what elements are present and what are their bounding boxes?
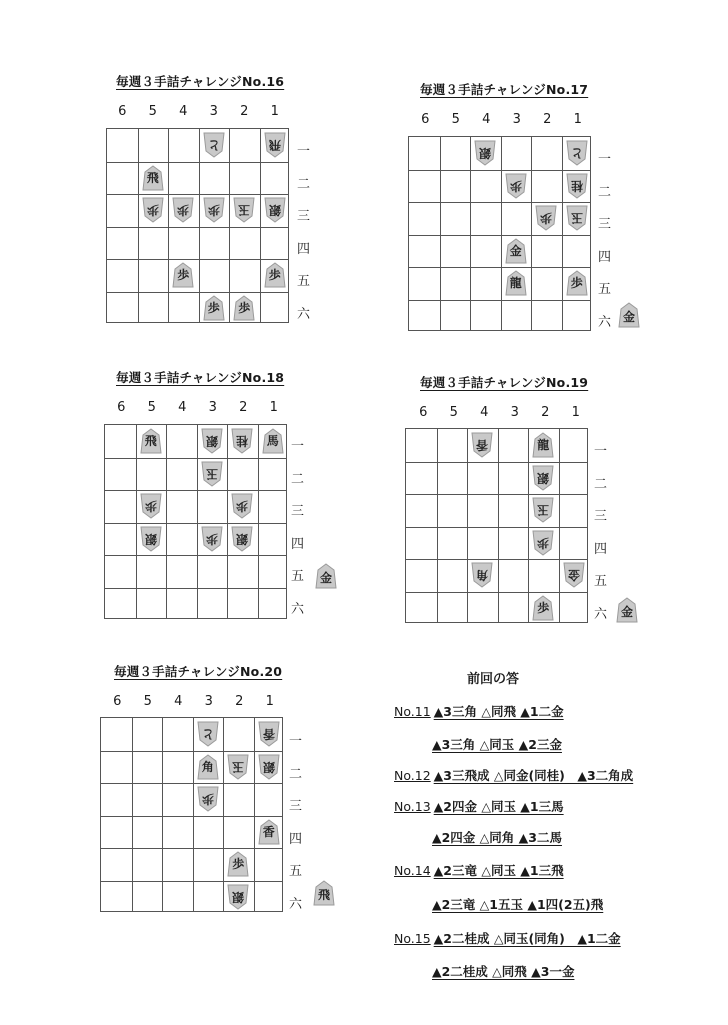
answer-line: [432, 962, 574, 980]
grid-line: [258, 425, 259, 618]
grid-line: [559, 429, 560, 622]
shogi-piece: [227, 884, 249, 910]
column-label: 6: [117, 400, 126, 415]
column-label: 6: [419, 405, 428, 420]
grid-line: [440, 137, 441, 330]
answer-number: No.13: [394, 799, 431, 814]
piece-char: 香: [262, 824, 275, 839]
shogi-piece: [227, 851, 249, 877]
shogi-piece: [227, 754, 249, 780]
piece-char: 銀: [479, 146, 492, 161]
row-label: 六: [598, 314, 612, 330]
grid-line: [105, 588, 286, 589]
piece-char: 歩: [537, 535, 550, 550]
puzzle-title: 毎週３手詰チャレンジNo.18: [116, 370, 285, 385]
shogi-board: [405, 428, 588, 623]
grid-line: [406, 527, 587, 528]
shogi-piece: [566, 140, 588, 166]
shogi-piece: [532, 432, 554, 458]
row-label: 三: [598, 217, 612, 232]
column-label: 1: [265, 694, 274, 709]
grid-line: [406, 462, 587, 463]
hand-piece: [618, 302, 640, 328]
grid-line: [409, 300, 590, 301]
column-label: 3: [204, 694, 213, 709]
piece-char: 馬: [266, 434, 279, 449]
column-label: 2: [240, 104, 249, 119]
piece-char: 歩: [268, 268, 281, 283]
answer-moves: ▲2四金 △同玉 ▲1三馬: [433, 799, 564, 814]
row-label: 四: [594, 541, 608, 557]
grid-line: [470, 137, 471, 330]
column-label: 1: [269, 400, 278, 415]
piece-char: と: [207, 138, 220, 153]
answer-line: [432, 828, 562, 846]
shogi-piece: [142, 197, 164, 223]
grid-line: [528, 429, 529, 622]
answer-moves: ▲2二桂成 △同玉(同角) ▲1二金: [433, 931, 621, 946]
shogi-piece: [532, 497, 554, 523]
column-label: 6: [113, 694, 122, 709]
shogi-piece: [505, 238, 527, 264]
grid-line: [136, 425, 137, 618]
row-label: 六: [291, 601, 305, 617]
piece-char: 龍: [537, 438, 550, 453]
piece-char: 玉: [570, 211, 583, 226]
grid-line: [409, 267, 590, 268]
hand-piece-char: 金: [622, 310, 635, 324]
row-label: 二: [289, 766, 303, 782]
piece-char: 銀: [144, 531, 157, 546]
grid-line: [162, 718, 163, 911]
hand-piece-char: 飛: [317, 888, 330, 902]
shogi-piece: [140, 428, 162, 454]
shogi-piece: [201, 526, 223, 552]
row-label: 二: [594, 476, 608, 492]
grid-line: [254, 718, 255, 911]
column-label: 3: [209, 104, 218, 119]
piece-char: 香: [476, 438, 489, 453]
shogi-piece: [231, 493, 253, 519]
row-label: 三: [297, 209, 311, 224]
shogi-piece: [532, 595, 554, 621]
grid-line: [223, 718, 224, 911]
answer-moves: ▲3三角 △同玉 ▲2三金: [432, 737, 562, 752]
piece-char: 飛: [146, 170, 159, 185]
row-label: 三: [289, 799, 303, 814]
piece-char: 飛: [268, 138, 281, 153]
answer-line: [394, 861, 564, 879]
row-label: 六: [594, 606, 608, 622]
row-label: 五: [297, 274, 311, 289]
piece-char: 銀: [262, 759, 275, 774]
answer-moves: ▲2二桂成 △同飛 ▲3一金: [432, 964, 575, 979]
answer-line: [394, 797, 564, 815]
shogi-board: [104, 424, 287, 619]
piece-char: 銀: [268, 203, 281, 218]
grid-line: [107, 259, 288, 260]
piece-char: 角: [201, 759, 214, 774]
shogi-piece: [201, 461, 223, 487]
column-label: 4: [480, 405, 489, 420]
grid-line: [437, 429, 438, 622]
shogi-piece: [264, 197, 286, 223]
piece-char: 香: [262, 727, 275, 742]
column-label: 5: [449, 405, 458, 420]
shogi-piece: [566, 205, 588, 231]
piece-char: 飛: [144, 434, 157, 449]
piece-char: 歩: [207, 203, 220, 218]
grid-line: [166, 425, 167, 618]
shogi-piece: [233, 295, 255, 321]
answer-number: No.15: [394, 931, 431, 946]
piece-char: 歩: [570, 276, 583, 291]
shogi-piece: [233, 197, 255, 223]
grid-line: [409, 170, 590, 171]
shogi-piece: [566, 270, 588, 296]
shogi-piece: [231, 428, 253, 454]
row-label: 一: [297, 144, 311, 159]
grid-line: [501, 137, 502, 330]
puzzle-title: 毎週３手詰チャレンジNo.16: [116, 74, 285, 89]
shogi-piece: [505, 270, 527, 296]
grid-line: [168, 129, 169, 322]
answer-line: [432, 735, 562, 753]
row-label: 五: [291, 569, 305, 584]
piece-char: 銀: [232, 889, 245, 904]
shogi-board: [106, 128, 289, 323]
grid-line: [193, 718, 194, 911]
piece-char: 歩: [540, 211, 553, 226]
hand-piece: [313, 880, 335, 906]
answer-line: [394, 702, 564, 720]
row-label: 五: [598, 282, 612, 297]
column-label: 1: [573, 112, 582, 127]
shogi-piece: [563, 562, 585, 588]
piece-char: 歩: [236, 499, 249, 514]
column-label: 3: [512, 112, 521, 127]
shogi-piece: [258, 754, 280, 780]
puzzle-title: 毎週３手詰チャレンジNo.20: [114, 664, 283, 679]
shogi-piece: [264, 132, 286, 158]
shogi-board: [100, 717, 283, 912]
piece-char: 歩: [146, 203, 159, 218]
grid-line: [105, 490, 286, 491]
piece-char: 銀: [236, 531, 249, 546]
shogi-piece: [258, 721, 280, 747]
row-label: 五: [594, 574, 608, 589]
column-label: 4: [179, 104, 188, 119]
piece-char: 桂: [570, 178, 583, 193]
column-label: 5: [451, 112, 460, 127]
grid-line: [107, 292, 288, 293]
shogi-piece: [140, 493, 162, 519]
grid-line: [229, 129, 230, 322]
piece-char: と: [201, 727, 214, 742]
answer-moves: ▲3三飛成 △同金(同桂) ▲3二角成: [433, 768, 634, 783]
grid-line: [101, 816, 282, 817]
grid-line: [197, 425, 198, 618]
shogi-board: [408, 136, 591, 331]
answer-line: [394, 766, 633, 784]
answers-title: 前回の答: [467, 672, 520, 687]
shogi-piece: [203, 295, 225, 321]
grid-line: [101, 751, 282, 752]
grid-line: [562, 137, 563, 330]
row-label: 四: [289, 831, 303, 847]
column-label: 3: [510, 405, 519, 420]
answer-moves: ▲3三角 △同飛 ▲1二金: [433, 704, 564, 719]
row-label: 三: [594, 509, 608, 524]
row-label: 二: [291, 471, 305, 487]
column-label: 5: [147, 400, 156, 415]
shogi-piece: [471, 432, 493, 458]
column-label: 2: [239, 400, 248, 415]
grid-line: [531, 137, 532, 330]
row-label: 二: [297, 176, 311, 192]
column-label: 6: [118, 104, 127, 119]
shogi-piece: [203, 132, 225, 158]
piece-char: 銀: [537, 470, 550, 485]
piece-char: 銀: [205, 434, 218, 449]
piece-char: 歩: [205, 531, 218, 546]
column-label: 5: [148, 104, 157, 119]
grid-line: [406, 559, 587, 560]
column-label: 1: [270, 104, 279, 119]
shogi-piece: [197, 721, 219, 747]
grid-line: [260, 129, 261, 322]
grid-line: [406, 592, 587, 593]
column-label: 2: [541, 405, 550, 420]
answer-moves: ▲2三竜 △同玉 ▲1三飛: [433, 863, 564, 878]
column-label: 2: [235, 694, 244, 709]
answer-line: [394, 929, 621, 947]
row-label: 六: [289, 896, 303, 912]
answer-number: No.12: [394, 768, 431, 783]
puzzle-title: 毎週３手詰チャレンジNo.17: [420, 82, 589, 97]
piece-char: 歩: [201, 792, 214, 807]
piece-char: 歩: [537, 600, 550, 615]
hand-piece: [315, 563, 337, 589]
answer-line: [432, 895, 603, 913]
grid-line: [101, 881, 282, 882]
column-label: 4: [178, 400, 187, 415]
shogi-piece: [258, 819, 280, 845]
answer-moves: ▲2三竜 △1五玉 ▲1四(2五)飛: [432, 897, 604, 912]
shogi-piece: [197, 786, 219, 812]
shogi-piece: [203, 197, 225, 223]
row-label: 六: [297, 306, 311, 322]
shogi-piece: [172, 197, 194, 223]
grid-line: [498, 429, 499, 622]
row-label: 一: [594, 444, 608, 459]
shogi-piece: [471, 562, 493, 588]
row-label: 四: [291, 536, 305, 552]
answer-number: No.14: [394, 863, 431, 878]
row-label: 一: [598, 152, 612, 167]
hand-piece-char: 金: [319, 571, 332, 585]
piece-char: 歩: [207, 300, 220, 315]
shogi-piece: [532, 530, 554, 556]
row-label: 一: [289, 734, 303, 749]
grid-line: [406, 494, 587, 495]
shogi-piece: [474, 140, 496, 166]
piece-char: 歩: [232, 857, 245, 872]
piece-char: 歩: [177, 203, 190, 218]
piece-char: 玉: [205, 466, 218, 481]
piece-char: 龍: [509, 276, 522, 291]
column-label: 3: [208, 400, 217, 415]
grid-line: [101, 848, 282, 849]
piece-char: 玉: [537, 503, 550, 518]
grid-line: [107, 162, 288, 163]
piece-char: 金: [509, 243, 522, 258]
grid-line: [138, 129, 139, 322]
piece-char: 歩: [509, 178, 522, 193]
piece-char: 玉: [232, 759, 245, 774]
grid-line: [409, 202, 590, 203]
grid-line: [107, 227, 288, 228]
row-label: 一: [291, 439, 305, 454]
grid-line: [105, 555, 286, 556]
answer-moves: ▲2四金 △同角 ▲3二馬: [432, 830, 562, 845]
grid-line: [105, 458, 286, 459]
piece-char: 金: [567, 568, 580, 583]
shogi-piece: [505, 173, 527, 199]
column-label: 4: [482, 112, 491, 127]
piece-char: 歩: [238, 300, 251, 315]
piece-char: と: [570, 146, 583, 161]
shogi-piece: [197, 754, 219, 780]
column-label: 5: [143, 694, 152, 709]
grid-line: [409, 235, 590, 236]
grid-line: [467, 429, 468, 622]
piece-char: 歩: [177, 268, 190, 283]
grid-line: [199, 129, 200, 322]
shogi-piece: [262, 428, 284, 454]
shogi-piece: [532, 465, 554, 491]
hand-piece-char: 金: [620, 605, 633, 619]
grid-line: [101, 783, 282, 784]
shogi-piece: [142, 165, 164, 191]
column-label: 1: [571, 405, 580, 420]
row-label: 三: [291, 504, 305, 519]
piece-char: 玉: [238, 203, 251, 218]
shogi-piece: [231, 526, 253, 552]
shogi-piece: [172, 262, 194, 288]
row-label: 二: [598, 184, 612, 200]
shogi-piece: [535, 205, 557, 231]
piece-char: 歩: [144, 499, 157, 514]
answer-number: No.11: [394, 704, 431, 719]
row-label: 四: [598, 249, 612, 265]
piece-char: 桂: [236, 434, 249, 449]
grid-line: [132, 718, 133, 911]
puzzle-title: 毎週３手詰チャレンジNo.19: [420, 375, 589, 390]
column-label: 2: [543, 112, 552, 127]
grid-line: [107, 194, 288, 195]
column-label: 4: [174, 694, 183, 709]
grid-line: [227, 425, 228, 618]
grid-line: [105, 523, 286, 524]
column-label: 6: [421, 112, 430, 127]
hand-piece: [616, 597, 638, 623]
shogi-piece: [201, 428, 223, 454]
shogi-piece: [264, 262, 286, 288]
row-label: 五: [289, 864, 303, 879]
shogi-piece: [140, 526, 162, 552]
shogi-piece: [566, 173, 588, 199]
piece-char: 角: [476, 568, 489, 583]
row-label: 四: [297, 241, 311, 257]
